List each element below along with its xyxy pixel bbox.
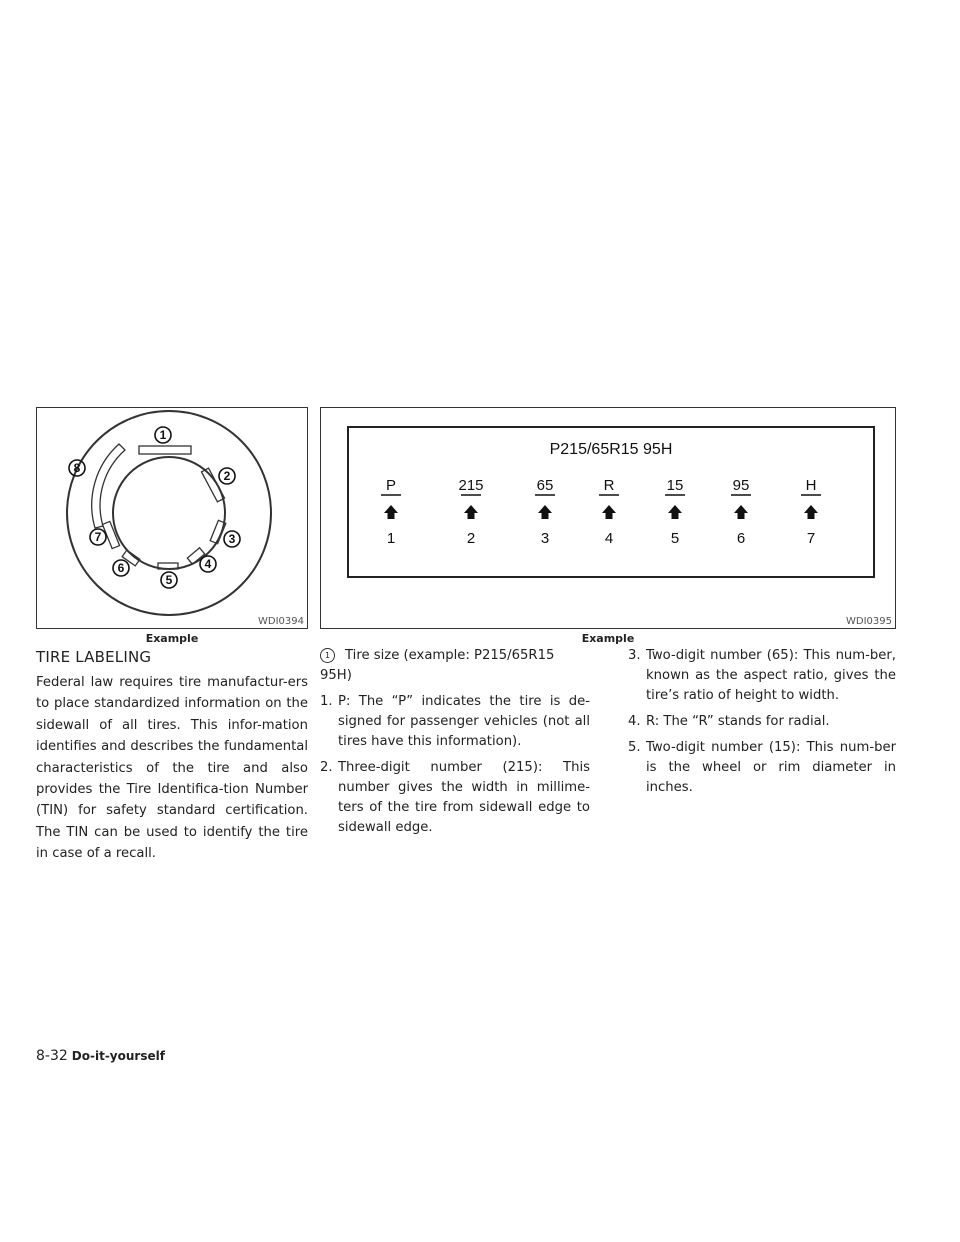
tire-size-code: P215/65R15 95H: [549, 441, 673, 458]
callout-6: 6: [117, 561, 125, 575]
callout-list-column: [320, 646, 590, 844]
tire-size-parts: [349, 428, 873, 576]
part-number-label: 1: [386, 530, 396, 547]
part-code-label: 95: [732, 477, 750, 494]
part-number-label: 5: [670, 530, 680, 547]
figure-code: WDI0394: [258, 616, 304, 627]
tire-size-box: [347, 426, 875, 578]
arrow-up-icon: [464, 505, 478, 519]
callout-list: [320, 692, 590, 838]
callout-intro-text: Tire size (example: P215/65R15 95H): [320, 648, 555, 683]
page-number: 8-32: [36, 1048, 68, 1064]
part-code-label: R: [603, 477, 615, 494]
tire-sidewall-diagram: [37, 408, 307, 628]
part-code-label: 215: [458, 477, 484, 494]
callout-list: [628, 646, 896, 798]
callout-4: 4: [204, 557, 212, 571]
tire-sidewall-figure: [36, 407, 308, 629]
callout-8: 8: [73, 461, 81, 475]
part-code-label: H: [805, 477, 817, 494]
part-number-label: 2: [466, 530, 476, 547]
list-item: 1. P: The “P” indicates the tire is de-signed for passenger vehicles (not all tires have this information).: [320, 694, 590, 749]
tire-size-figure: [320, 407, 896, 629]
part-code-label: P: [385, 477, 397, 494]
list-item: 4. R: The “R” stands for radial.: [628, 714, 830, 729]
figure-caption: Example: [581, 632, 635, 645]
part-number-label: 6: [736, 530, 746, 547]
arrow-up-icon: [602, 505, 616, 519]
arrow-up-icon: [668, 505, 682, 519]
list-item: 3. Two-digit number (65): This num-ber, known as the aspect ratio, gives the tire’s ratio of height to width.: [628, 648, 896, 703]
section-heading: TIRE LABELING: [36, 648, 152, 666]
figure-code: WDI0395: [846, 616, 892, 627]
section-paragraph: Federal law requires tire manufactur-ers to place standardized information on the sidewall of all tires. This infor-mation identifies and describes the fundamental characteristics of the tire and also provides the Tire Identifica-tion Number (TIN) for safety standard certification. The TIN can be used to identify the tire in case of a recall.: [36, 675, 308, 862]
label-strip-1: [139, 446, 191, 454]
label-strip-6: [122, 550, 140, 566]
part-number-label: 4: [604, 530, 614, 547]
callout-7: 7: [94, 530, 102, 544]
part-code-label: 65: [536, 477, 554, 494]
figure-caption: Example: [145, 632, 199, 645]
callout-5: 5: [165, 573, 173, 587]
arrow-up-icon: [804, 505, 818, 519]
part-number-label: 7: [806, 530, 816, 547]
callout-3: 3: [228, 532, 236, 546]
part-number-label: 3: [540, 530, 550, 547]
list-item: 2. Three-digit number (215): This number gives the width in millime-ters of the tire from sidewall edge to sidewall edge.: [320, 760, 590, 835]
callout-intro: [320, 646, 590, 686]
label-strip-4: [187, 548, 204, 564]
callout-marker-icon: 1: [320, 648, 335, 663]
arrow-up-icon: [538, 505, 552, 519]
arrow-up-icon: [384, 505, 398, 519]
callout-list-column-continued: [628, 646, 896, 804]
callout-1: 1: [159, 428, 167, 442]
footer-section-title: Do-it-yourself: [71, 1049, 165, 1063]
label-strip-2: [201, 468, 224, 502]
page-footer: [36, 1048, 165, 1064]
list-item: 5. Two-digit number (15): This num-ber is the wheel or rim diameter in inches.: [628, 740, 896, 795]
callout-2: 2: [223, 469, 231, 483]
arrow-up-icon: [734, 505, 748, 519]
part-code-label: 15: [666, 477, 684, 494]
